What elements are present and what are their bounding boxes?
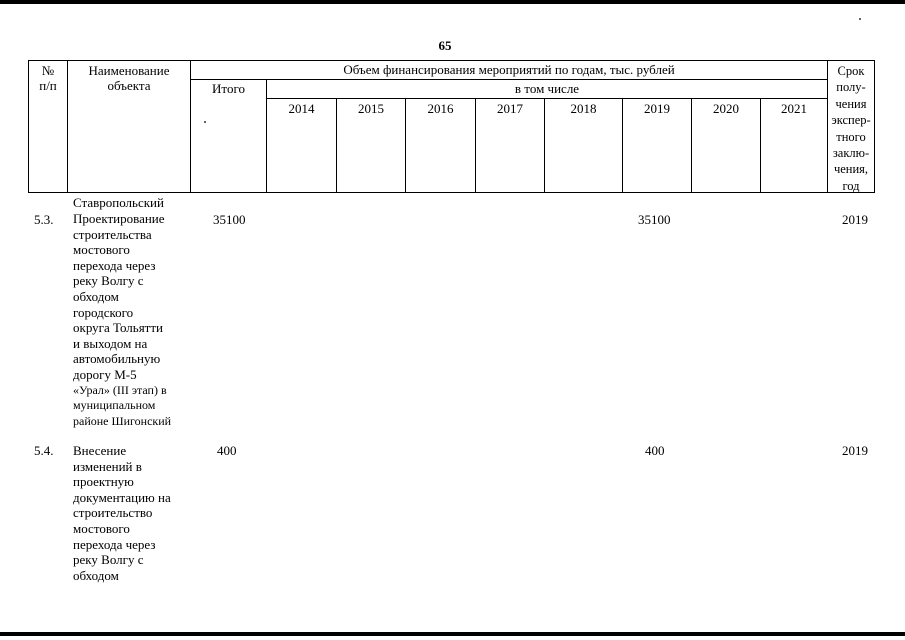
- row-name-line: районе Шигонский: [73, 413, 172, 428]
- header-year-2015: 2015: [358, 101, 384, 116]
- row-number: 5.4.: [34, 443, 54, 458]
- row-name-line: муниципальном: [73, 398, 156, 413]
- row-name-line: обходом: [73, 288, 119, 304]
- header-deadline: Срок полу- чения экспер- тного заклю- чения, год: [831, 64, 871, 193]
- row-year-2019-value: 35100: [638, 212, 671, 227]
- header-year-2018: 2018: [570, 101, 597, 116]
- row-name-line: мостового: [73, 520, 130, 536]
- header-vline: [874, 60, 875, 193]
- header-year-2021: 2021: [781, 101, 807, 116]
- header-year-2014: 2014: [288, 101, 315, 116]
- header-year-2020: 2020: [713, 101, 739, 116]
- row-year-2019-value: 400: [645, 443, 665, 458]
- row-number: 5.3.: [34, 212, 54, 227]
- header-including-line: [267, 98, 827, 99]
- row-name-line: Внесение: [73, 443, 127, 458]
- header-including: в том числе: [514, 81, 580, 96]
- region-label: Ставропольский: [73, 195, 164, 210]
- row-name: [73, 443, 193, 583]
- header-year-2016: 2016: [427, 101, 454, 116]
- row-name-line: строительства: [73, 226, 152, 242]
- row-name-line: округа Тольятти: [73, 320, 164, 336]
- header-name: Наименование объекта: [88, 63, 170, 93]
- scan-speck: [204, 121, 206, 123]
- row-name: [73, 211, 193, 429]
- row-name-line: мостового: [73, 242, 130, 258]
- row-deadline: 2019: [842, 212, 868, 227]
- row-name-line: автомобильную: [73, 351, 161, 367]
- header-top-line: [28, 60, 875, 61]
- row-name-line: и выходом на: [73, 335, 148, 351]
- page-number: 65: [438, 38, 452, 53]
- header-funding-line: [191, 79, 827, 80]
- row-name-line: перехода через: [73, 536, 156, 552]
- row-deadline: 2019: [842, 443, 868, 458]
- row-name-line: проектную: [73, 474, 134, 490]
- row-name-line: реку Волгу с: [73, 552, 144, 568]
- row-total: 35100: [213, 212, 246, 227]
- row-name-line: «Урал» (III этап) в: [73, 382, 167, 397]
- row-name-line: перехода через: [73, 257, 156, 273]
- row-name-line: строительство: [73, 505, 153, 521]
- header-vline: [266, 79, 267, 193]
- header-vline: [190, 60, 191, 193]
- header-funding: Объем финансирования мероприятий по годам, тыс. рублей: [343, 62, 675, 77]
- page-border-top: [0, 0, 905, 4]
- row-name-line: изменений в: [73, 458, 142, 474]
- row-name-line: реку Волгу с: [73, 273, 144, 289]
- scan-speck: [859, 18, 861, 20]
- header-bottom-line: [28, 192, 875, 193]
- header-year-2017: 2017: [497, 101, 523, 116]
- header-total: Итого: [212, 81, 245, 96]
- row-name-line: городского: [73, 304, 134, 320]
- row-total: 400: [217, 443, 237, 458]
- page-border-bottom: [0, 632, 905, 636]
- header-year-2019: 2019: [644, 101, 670, 116]
- header-num: № п/п: [39, 63, 57, 93]
- row-name-line: обходом: [73, 567, 119, 583]
- row-name-line: документацию на: [73, 489, 171, 505]
- row-name-line: Проектирование: [73, 211, 165, 226]
- row-name-line: дорогу М-5: [73, 366, 137, 382]
